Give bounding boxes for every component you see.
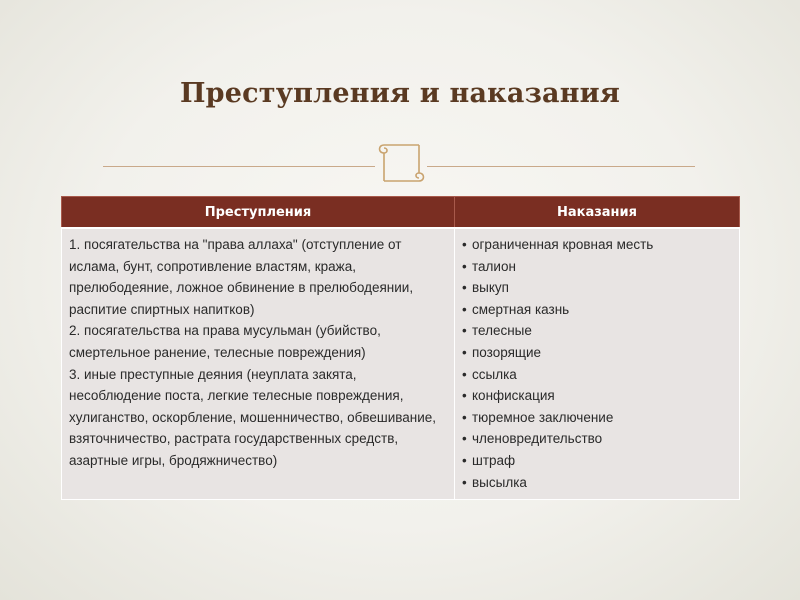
bullet-icon: • [462,258,467,274]
list-item: • выкуп [462,277,733,299]
list-item: • тюремное заключение [462,407,733,429]
punishment-list [462,234,733,493]
bullet-icon: • [462,409,467,425]
list-item: • ограниченная кровная месть [462,234,733,256]
list-item: • членовредительство [462,428,733,450]
divider-right [427,166,695,167]
bullet-icon: • [462,280,467,296]
crime-group-1: 1. посягательства на "права аллаха" (отступление от ислама, бунт, сопротивление властям, кража, прелюбодеяние, ложное обвинение в прелюбодеянии, распитие спиртных напитков) [69,237,414,317]
header-punishments: Наказания [455,197,740,229]
list-item: • ссылка [462,364,733,386]
bullet-icon: • [462,301,467,317]
divider-left [103,166,375,167]
bullet-icon: • [462,452,467,468]
list-item: • штраф [462,450,733,472]
crime-group-2: 2. посягательства на права мусульман (убийство, смертельное ранение, телесные повреждения) [69,323,381,360]
bullet-icon: • [462,431,467,447]
bullet-icon: • [462,474,467,490]
list-item: • телесные [462,320,733,342]
bullet-icon: • [462,388,467,404]
list-item: • талион [462,256,733,278]
list-item: • позорящие [462,342,733,364]
list-item: • смертная казнь [462,299,733,321]
list-item: • высылка [462,472,733,494]
slide-title: Преступления и наказания [179,78,621,109]
bullet-icon: • [462,366,467,382]
punishments-cell [455,228,740,500]
bullet-icon: • [462,237,467,252]
list-item: • конфискация [462,385,733,407]
table-header-row [62,197,740,229]
crime-group-3: 3. иные преступные деяния (неуплата закята, несоблюдение поста, легкие телесные повреждения, хулиганство, оскорбление, мошенничество, обвешивание, взяточничество, растрата государственных средств, азартные игры, бродяжничество) [69,366,437,468]
scroll-ornament-icon [375,139,427,187]
header-crimes: Преступления [62,197,455,229]
crimes-punishments-table [61,196,740,500]
crimes-cell [62,228,455,500]
bullet-icon: • [462,344,467,360]
table-row [62,228,740,500]
bullet-icon: • [462,323,467,339]
